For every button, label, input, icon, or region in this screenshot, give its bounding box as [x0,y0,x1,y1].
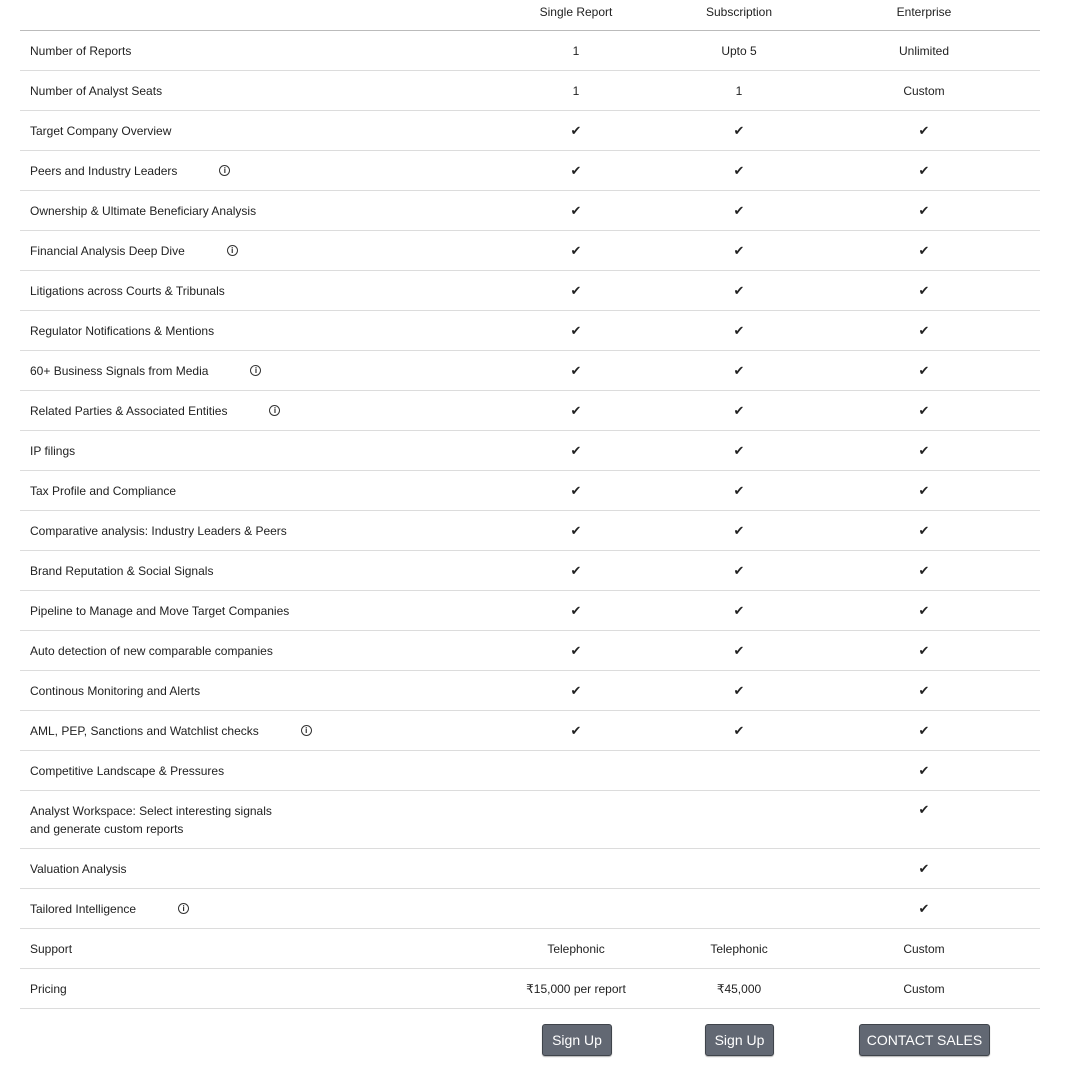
table-row [20,231,1040,271]
feature-label: Tax Profile and Compliance [30,483,177,498]
value-subscription: Upto 5 [721,43,757,58]
feature-cell [20,762,490,780]
value-enterprise: Custom [903,83,945,98]
table-row [20,551,1040,591]
feature-cell [20,562,490,580]
table-header [20,0,1040,31]
table-row [20,751,1040,791]
check-icon: ✔ [733,562,745,578]
feature-label: Litigations across Courts & Tribunals [30,283,225,298]
check-icon: ✔ [918,722,930,738]
table-row [20,271,1040,311]
value-subscription [662,791,816,802]
check-icon: ✔ [918,162,930,178]
check-icon: ✔ [570,602,582,618]
feature-label: Brand Reputation & Social Signals [30,563,214,578]
check-icon: ✔ [733,442,745,458]
value-single-report: Telephonic [547,941,605,956]
feature-cell [20,242,490,260]
header-single-report: Single Report [539,5,613,19]
feature-cell [20,202,490,220]
feature-cell [20,860,490,878]
check-icon: ✔ [733,362,745,378]
check-icon: ✔ [570,362,582,378]
check-icon: ✔ [570,722,582,738]
feature-label: Continous Monitoring and Alerts [30,683,201,698]
table-row [20,791,1040,849]
feature-label: Related Parties & Associated Entities [30,403,228,418]
check-icon: ✔ [918,602,930,618]
check-icon: ✔ [733,282,745,298]
check-icon: ✔ [570,282,582,298]
table-row [20,151,1040,191]
table-row [20,969,1040,1009]
header-subscription: Subscription [705,5,773,19]
check-icon: ✔ [570,642,582,658]
table-row [20,351,1040,391]
feature-label: Auto detection of new comparable companies [30,643,273,658]
check-icon: ✔ [570,442,582,458]
feature-cell [20,791,490,838]
value-enterprise: Unlimited [898,43,949,58]
feature-label: IP filings [30,443,76,458]
table-row [20,929,1040,969]
feature-cell [20,162,490,180]
table-row [20,31,1040,71]
feature-label: Tailored Intelligence [30,901,137,916]
check-icon: ✔ [918,442,930,458]
feature-cell [20,940,490,958]
feature-label: Number of Analyst Seats [30,83,163,98]
check-icon: ✔ [733,642,745,658]
check-icon: ✔ [918,562,930,578]
feature-label: 60+ Business Signals from Media [30,363,209,378]
value-single-report: 1 [572,83,580,98]
check-icon: ✔ [918,322,930,338]
check-icon: ✔ [733,482,745,498]
check-icon: ✔ [918,682,930,698]
check-icon: ✔ [570,522,582,538]
feature-label: Comparative analysis: Industry Leaders & Peers [30,523,287,538]
info-icon[interactable]: i [178,903,189,914]
check-icon: ✔ [733,122,745,138]
feature-cell [20,482,490,500]
check-icon: ✔ [918,202,930,218]
feature-label: Peers and Industry Leaders [30,163,178,178]
value-subscription: ₹45,000 [716,981,762,996]
table-row [20,71,1040,111]
table-row [20,671,1040,711]
check-icon: ✔ [733,202,745,218]
check-icon: ✔ [570,322,582,338]
table-row [20,849,1040,889]
table-row [20,471,1040,511]
feature-cell [20,900,490,918]
check-icon: ✔ [733,402,745,418]
feature-cell [20,362,490,380]
feature-label: Competitive Landscape & Pressures [30,763,225,778]
feature-cell [20,282,490,300]
check-icon: ✔ [733,522,745,538]
check-icon: ✔ [918,362,930,378]
feature-cell [20,642,490,660]
info-icon[interactable]: i [219,165,230,176]
feature-cell [20,122,490,140]
feature-label: Pricing [30,981,67,996]
feature-label: Number of Reports [30,43,132,58]
feature-cell [20,322,490,340]
check-icon: ✔ [918,900,930,916]
check-icon: ✔ [733,602,745,618]
feature-cell [20,522,490,540]
header-enterprise: Enterprise [896,5,952,19]
table-row [20,431,1040,471]
value-enterprise: Custom [903,981,945,996]
feature-cell [20,722,490,740]
check-icon: ✔ [733,162,745,178]
value-single-report [490,791,662,802]
table-row [20,511,1040,551]
table-row [20,889,1040,929]
feature-cell [20,442,490,460]
value-enterprise: Custom [903,941,945,956]
feature-cell [20,682,490,700]
feature-cell [20,82,490,100]
check-icon: ✔ [918,482,930,498]
check-icon: ✔ [733,722,745,738]
info-icon[interactable]: i [269,405,280,416]
feature-label: AML, PEP, Sanctions and Watchlist checks [30,723,259,738]
table-row [20,311,1040,351]
check-icon: ✔ [918,122,930,138]
check-icon: ✔ [918,762,930,778]
check-icon: ✔ [570,402,582,418]
feature-label: Analyst Workspace: Select interesting signals and generate custom reports [30,804,272,836]
table-row [20,711,1040,751]
check-icon: ✔ [570,202,582,218]
feature-cell [20,602,490,620]
table-row [20,191,1040,231]
table-row [20,111,1040,151]
info-icon[interactable]: i [227,245,238,256]
check-icon: ✔ [918,642,930,658]
contact-sales-button[interactable]: CONTACT SALES [859,1024,990,1056]
check-icon: ✔ [570,562,582,578]
table-row [20,391,1040,431]
check-icon: ✔ [918,402,930,418]
pricing-comparison-table [20,0,1040,1009]
sign-up-subscription-button[interactable]: Sign Up [705,1024,774,1056]
table-row [20,631,1040,671]
feature-label: Valuation Analysis [30,861,127,876]
table-row [20,591,1040,631]
check-icon: ✔ [570,122,582,138]
value-subscription: 1 [735,83,743,98]
value-single-report: ₹15,000 per report [526,981,626,996]
feature-cell [20,402,490,420]
sign-up-single-report-button[interactable]: Sign Up [542,1024,612,1056]
check-icon: ✔ [918,242,930,258]
check-icon: ✔ [733,242,745,258]
check-icon: ✔ [733,682,745,698]
check-icon: ✔ [918,860,930,876]
info-icon[interactable]: i [301,725,312,736]
check-icon: ✔ [570,242,582,258]
check-icon: ✔ [570,482,582,498]
check-icon: ✔ [733,322,745,338]
feature-cell [20,42,490,60]
feature-label: Ownership & Ultimate Beneficiary Analysis [30,203,257,218]
feature-label: Target Company Overview [30,123,172,138]
check-icon: ✔ [918,522,930,538]
feature-label: Regulator Notifications & Mentions [30,323,215,338]
check-icon: ✔ [570,162,582,178]
feature-label: Support [30,941,73,956]
value-single-report: 1 [572,43,580,58]
feature-cell [20,980,490,998]
check-icon: ✔ [918,802,930,817]
check-icon: ✔ [918,282,930,298]
check-icon: ✔ [570,682,582,698]
feature-label: Pipeline to Manage and Move Target Companies [30,603,290,618]
value-subscription: Telephonic [710,941,768,956]
info-icon[interactable]: i [250,365,261,376]
feature-label: Financial Analysis Deep Dive [30,243,185,258]
